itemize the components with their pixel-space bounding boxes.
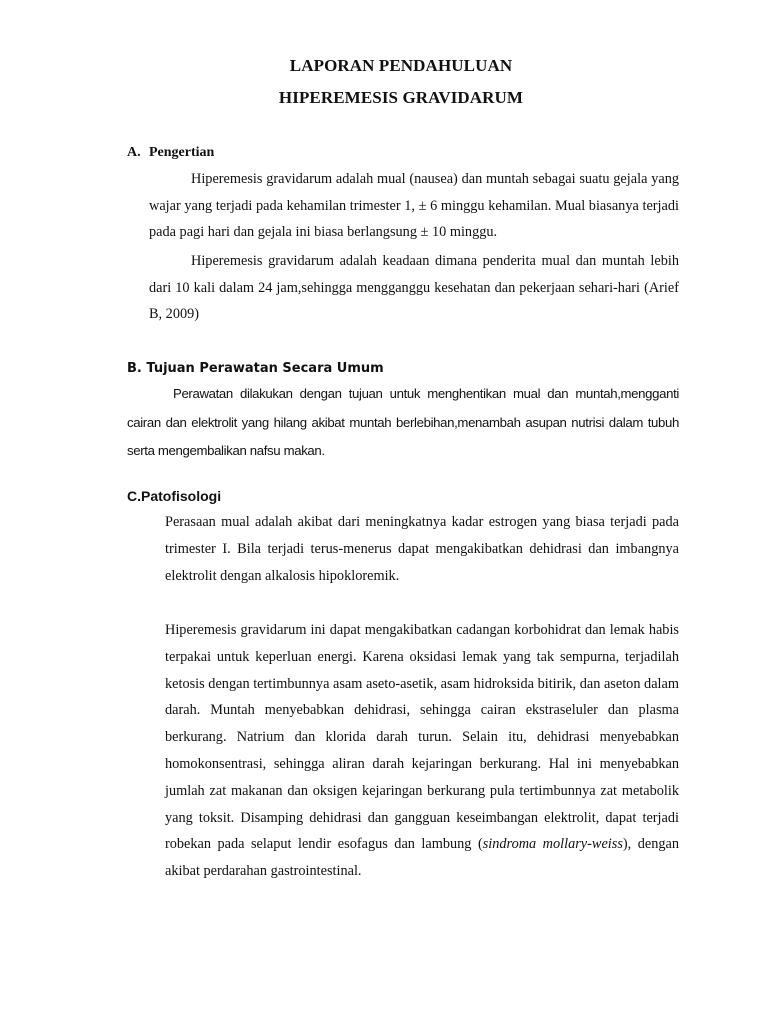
- section-c-paragraph-2-tail: ), dengan akibat perdarahan gastrointestinal.: [165, 836, 679, 880]
- section-c-paragraph-2: [165, 617, 679, 885]
- section-b-heading: B. Tujuan Perawatan Secara Umum: [127, 361, 384, 376]
- document-title-line2: HIPEREMESIS GRAVIDARUM: [278, 88, 524, 107]
- section-a-paragraph-1: Hiperemesis gravidarum adalah mual (nausea) dan muntah sebagai suatu gejala yang wajar yang terjadi pada kehamilan trimester 1, ± 6 minggu kehamilan. Mual biasanya terjadi pada pagi hari dan gejala ini biasa berlangsung ± 10 minggu.: [149, 171, 679, 240]
- syndrome-name: sindroma mollary-weiss: [482, 836, 623, 853]
- section-c-paragraph-2-text: Hiperemesis gravidarum ini dapat mengakibatkan cadangan korbohidrat dan lemak habis terpakai untuk keperluan energi. Karena oksidasi lemak yang tak sempurna, terjadilah ketosis dengan tertimbunnya asam aseto-asetik, asam hidroksida bitirik, dan aseton dalam darah. Muntah menyebabkan dehidrasi, sehingga cairan ekstraseluler dan plasma berkurang. Natrium dan klorida darah turun. Selain itu, dehidrasi menyebabkan homokonsentrasi, sehingga aliran darah kejaringan berkurang. Hal ini menyebabkan jumlah zat makanan dan oksigen kejaringan berkurang pula tertimbunnya zat metabolik yang toksit. Disamping dehidrasi dan gangguan keseimbangan elektrolit, dapat terjadi robekan pada selaput lendir esofagus dan lambung (: [165, 622, 679, 853]
- section-b-paragraph-1: Perawatan dilakukan dengan tujuan untuk menghentikan mual dan muntah,mengganti cairan dan elektrolit yang hilang akibat muntah berlebihan,menambah asupan nutrisi dalam tubuh serta mengembalikan nafsu makan.: [127, 386, 679, 458]
- document-title-line1: LAPORAN PENDAHULUAN: [289, 56, 513, 75]
- section-a-heading: [127, 145, 214, 161]
- section-a-paragraph-2: Hiperemesis gravidarum adalah keadaan dimana penderita mual dan muntah lebih dari 10 kali dalam 24 jam,sehingga mengganggu kesehatan dan pekerjaan sehari-hari (Arief B, 2009): [149, 253, 679, 322]
- section-c-paragraph-1: Perasaan mual adalah akibat dari meningkatnya kadar estrogen yang biasa terjadi pada trimester I. Bila terjadi terus-menerus dapat mengakibatkan dehidrasi dan imbangnya elektrolit dengan alkalosis hipokloremik.: [165, 514, 679, 584]
- section-a-label: A.: [127, 145, 141, 160]
- section-a-title: Pengertian: [149, 145, 215, 160]
- section-c-heading: C.Patofisologi: [127, 488, 222, 504]
